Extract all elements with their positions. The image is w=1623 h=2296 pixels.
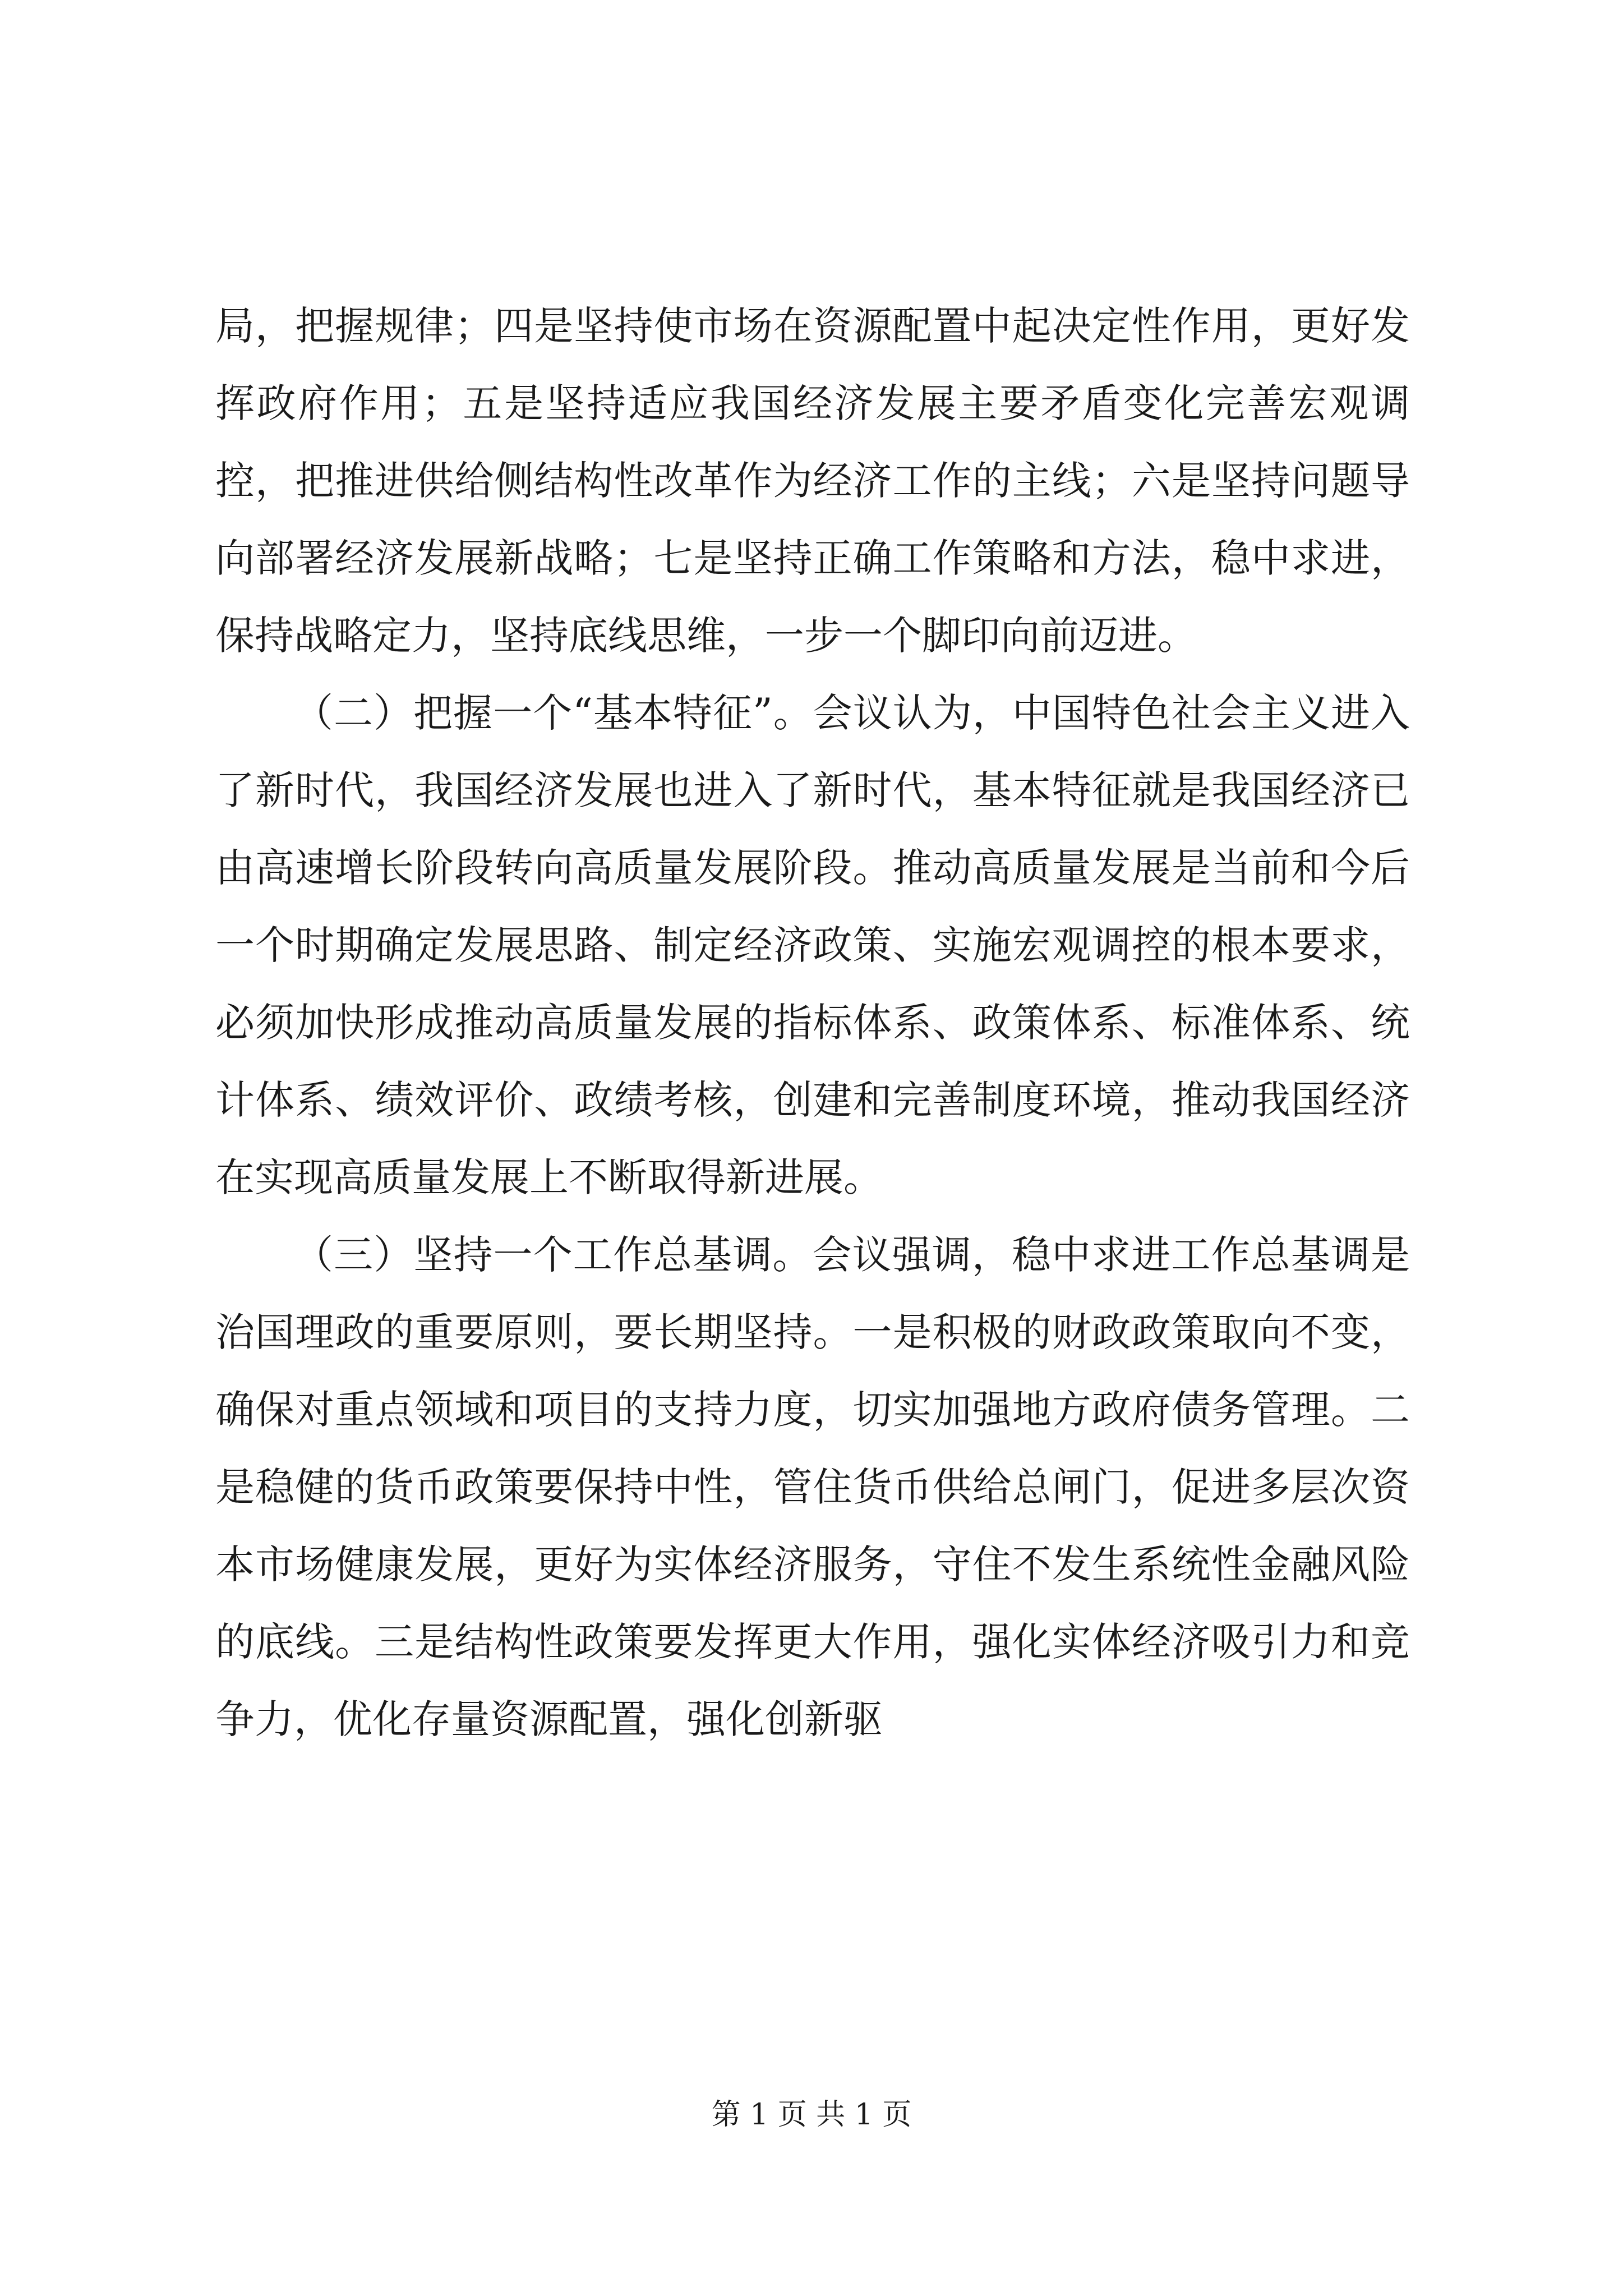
paragraph-work-keynote: （三）坚持一个工作总基调。会议强调，稳中求进工作总基调是治国理政的重要原则，要长期坚持。一是积极的财政政策取向不变，确保对重点领域和项目的支持力度，切实加强地方政府债务管理。二是稳健的货币政策要保持中性，管住货币供给总闸门，促进多层次资本市场健康发展，更好为实体经济服务，守住不发生系统性金融风险的底线。三是结构性政策要发挥更大作用，强化实体经济吸引力和竞争力，优化存量资源配置，强化创新驱 xyxy=(215,1232,1410,1742)
paragraph-continuation: 局，把握规律；四是坚持使市场在资源配置中起决定性作用，更好发挥政府作用；五是坚持适应我国经济发展主要矛盾变化完善宏观调控，把推进供给侧结构性改革作为经济工作的主线；六是坚持问题导向部署经济发展新战略；七是坚持正确工作策略和方法，稳中求进，保持战略定力，坚持底线思维，一步一个脚印向前迈进。 xyxy=(215,303,1410,659)
paragraph-basic-feature: （二）把握一个“基本特征”。会议认为，中国特色社会主义进入了新时代，我国经济发展也进入了新时代，基本特征就是我国经济已由高速增长阶段转向高质量发展阶段。推动高质量发展是当前和今后一个时期确定发展思路、制定经济政策、实施宏观调控的根本要求，必须加快形成推动高质量发展的指标体系、政策体系、标准体系、统计体系、绩效评价、政绩考核，创建和完善制度环境，推动我国经济在实现高质量发展上不断取得新进展。 xyxy=(215,690,1410,1200)
document-body xyxy=(215,287,1410,1758)
page-footer: 第 1 页 共 1 页 xyxy=(711,2098,912,2132)
